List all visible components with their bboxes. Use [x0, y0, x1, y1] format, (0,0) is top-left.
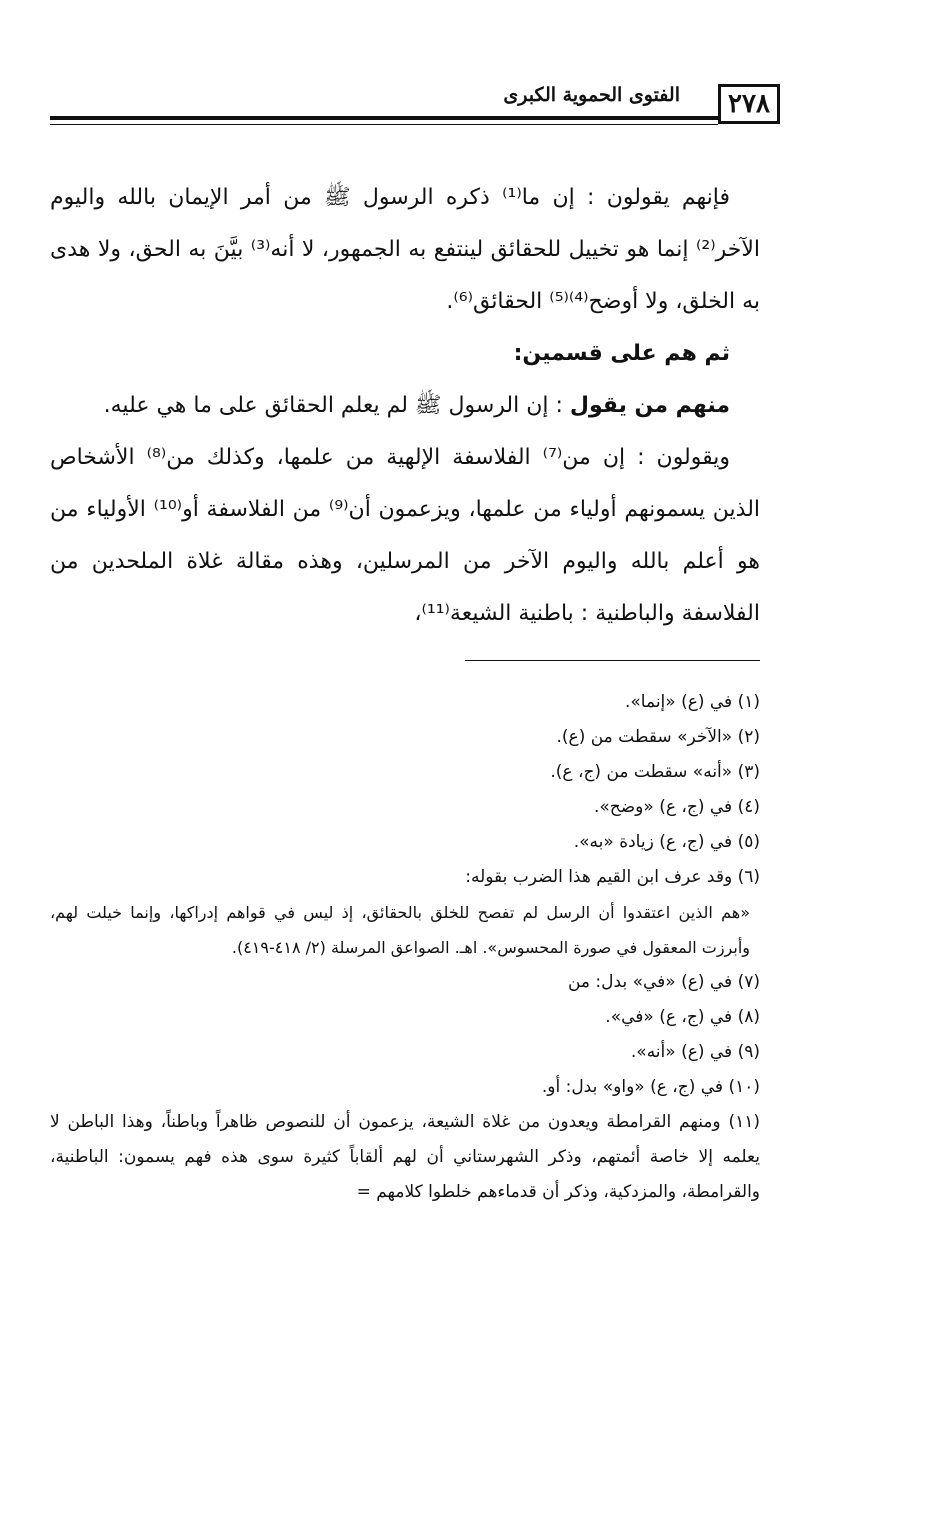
header-rule-thick — [50, 116, 718, 120]
footnote-1: (١) في (ع) «إنما». — [625, 692, 760, 712]
paragraph-2-lead: منهم من يقول — [569, 393, 730, 418]
footnote-3: (٣) «أنه» سقطت من (ج، ع). — [550, 762, 760, 782]
footnote-8: (٨) في (ج، ع) «في». — [605, 1007, 760, 1027]
footnote-6-quote: «هم الذين اعتقدوا أن الرسل لم تفصح للخلق بالحقائق، إذ ليس في قواهم إدراكها، وإنما خيلت لهم، وأبرزت المعقول في صورة المحسوس». اهـ. الصواعق المرسلة (٢/ ٤١٨-٤١٩). — [50, 903, 750, 957]
footnote-6: (٦) وقد عرف ابن القيم هذا الضرب بقوله: — [465, 867, 760, 887]
main-text — [50, 172, 760, 640]
footnote-4: (٤) في (ج، ع) «وضح». — [593, 797, 760, 817]
footnotes — [50, 685, 760, 1210]
footnote-7: (٧) في (ع) «في» بدل: من — [567, 972, 760, 992]
paragraph-2-rest: : إن الرسول ﷺ لم يعلم الحقائق على ما هي عليه. — [103, 393, 570, 418]
paragraph-1: فإنهم يقولون : إن ما⁽¹⁾ ذكره الرسول ﷺ من أمر الإيمان بالله واليوم الآخر⁽²⁾ إنما هو تخييل للحقائق لينتفع به الجمهور، لا أنه⁽³⁾ بيَّنَ به الحق، ولا هدى به الخلق، ولا أوضح⁽⁴⁾⁽⁵⁾ الحقائق⁽⁶⁾. — [50, 185, 760, 314]
footnote-10: (١٠) في (ج، ع) «واو» بدل: أو. — [541, 1077, 760, 1097]
header-rule-thin — [50, 124, 718, 125]
paragraph-2 — [50, 380, 760, 432]
paragraph-3: ويقولون : إن من⁽⁷⁾ الفلاسفة الإلهية من علمها، وكذلك من⁽⁸⁾ الأشخاص الذين يسمونهم أولياء من علمها، ويزعمون أن⁽⁹⁾ من الفلاسفة أو⁽¹⁰⁾ الأولياء من هو أعلم بالله واليوم الآخر من المرسلين، وهذه مقالة غلاة الملحدين من الفلاسفة والباطنية : باطنية الشيعة⁽¹¹⁾، — [50, 445, 761, 626]
footnote-separator — [465, 660, 760, 661]
footnote-9: (٩) في (ع) «أنه». — [630, 1042, 760, 1062]
page-header — [50, 78, 780, 134]
footnote-2: (٢) «الآخر» سقطت من (ع). — [556, 727, 760, 747]
section-heading: ثم هم على قسمين: — [513, 341, 730, 366]
footnote-5: (٥) في (ج، ع) زيادة «به». — [573, 832, 760, 852]
running-title: الفتوى الحموية الكبرى — [503, 84, 680, 106]
footnote-11: (١١) ومنهم القرامطة ويعدون من غلاة الشيعة، يزعمون أن للنصوص ظاهراً وباطناً، وهذا الباطن لا يعلمه إلا خاصة أئمتهم، وذكر الشهرستاني أن لهم ألقاباً كثيرة سوى هذه فهم يسمون: الباطنية، والقرامطة، والمزدكية، وذكر أن قدماءهم خلطوا كلامهم = — [50, 1112, 760, 1202]
page-number: ٢٧٨ — [718, 84, 780, 124]
